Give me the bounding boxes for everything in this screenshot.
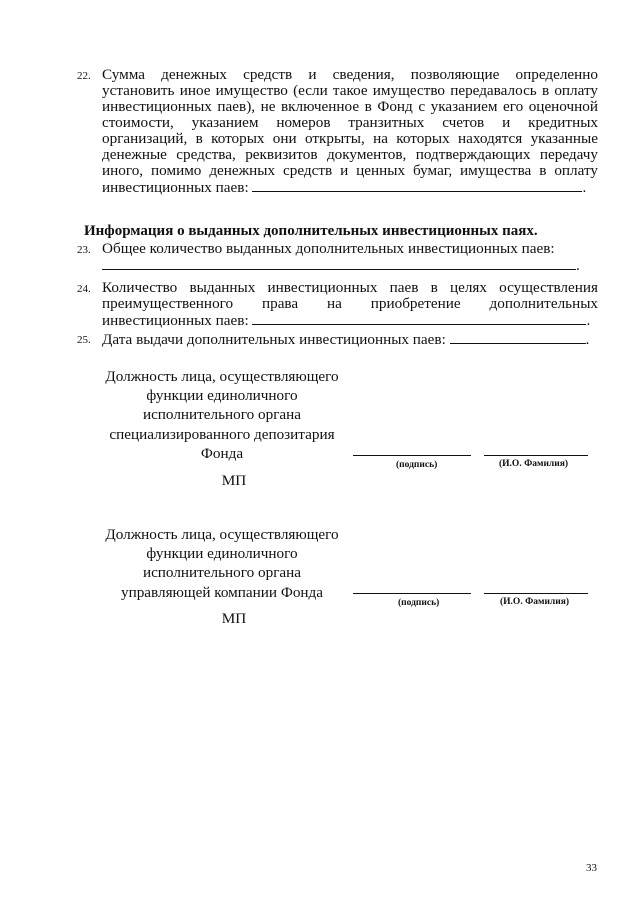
item-22-number: 22. — [77, 70, 91, 82]
item-25 — [77, 331, 598, 348]
section-heading: Информация о выданных дополнительных инвестиционных паях. — [84, 223, 538, 239]
item-22-fill-line — [252, 179, 582, 192]
item-23-text: Общее количество выданных дополнительных инвестиционных паев: — [102, 240, 555, 257]
depositary-name-line — [484, 455, 588, 456]
management-signature-caption: (подпись) — [398, 598, 440, 608]
management-stamp-place: МП — [221, 610, 247, 627]
item-23-number: 23. — [77, 244, 91, 256]
item-22 — [77, 66, 598, 196]
item-22-end: . — [582, 179, 587, 196]
item-24-fill-line — [252, 312, 586, 325]
depositary-signatory-title: Должность лица, осуществляющего функции единоличного исполнительного органа специализированного депозитария Фонда — [105, 368, 339, 462]
item-22-text: Сумма денежных средств и сведения, позволяющие определенно установить иное имущество (если такое имущество передавалось в оплату инвестиционных паев), не включенное в Фонд с указанием его оценочной стоимости, указанием номеров транзитных счетов и кредитных организаций, в которых они открыты, на которых находятся указанные денежные средства, реквизитов документов, подтверждающих передачу иного, помимо денежных средств и ценных бумаг, имущества в оплату инвестиционных паев: — [102, 66, 598, 196]
depositary-stamp-place: МП — [221, 472, 247, 489]
item-23 — [77, 240, 598, 274]
item-24 — [77, 279, 598, 329]
item-24-text: Количество выданных инвестиционных паев в целях осуществления преимущественного права на приобретение дополнительных инвестиционных паев: — [102, 279, 598, 329]
management-signature-line — [353, 593, 471, 594]
depositary-signature-line — [353, 455, 471, 456]
page-number: 33 — [586, 862, 597, 874]
management-signatory-title: Должность лица, осуществляющего функции единоличного исполнительного органа управляющей компании Фонда — [105, 526, 339, 601]
item-24-end: . — [586, 312, 591, 329]
management-name-line — [484, 593, 588, 594]
item-24-number: 24. — [77, 283, 91, 295]
item-25-text: Дата выдачи дополнительных инвестиционных паев: — [102, 331, 446, 348]
item-25-number: 25. — [77, 334, 91, 346]
item-25-fill-line — [450, 331, 586, 344]
item-23-fill-line — [102, 257, 576, 270]
depositary-name-caption: (И.О. Фамилия) — [499, 459, 569, 469]
management-name-caption: (И.О. Фамилия) — [500, 597, 570, 607]
item-23-end: . — [576, 257, 580, 274]
item-25-end: . — [585, 331, 590, 348]
depositary-signature-caption: (подпись) — [396, 460, 438, 470]
